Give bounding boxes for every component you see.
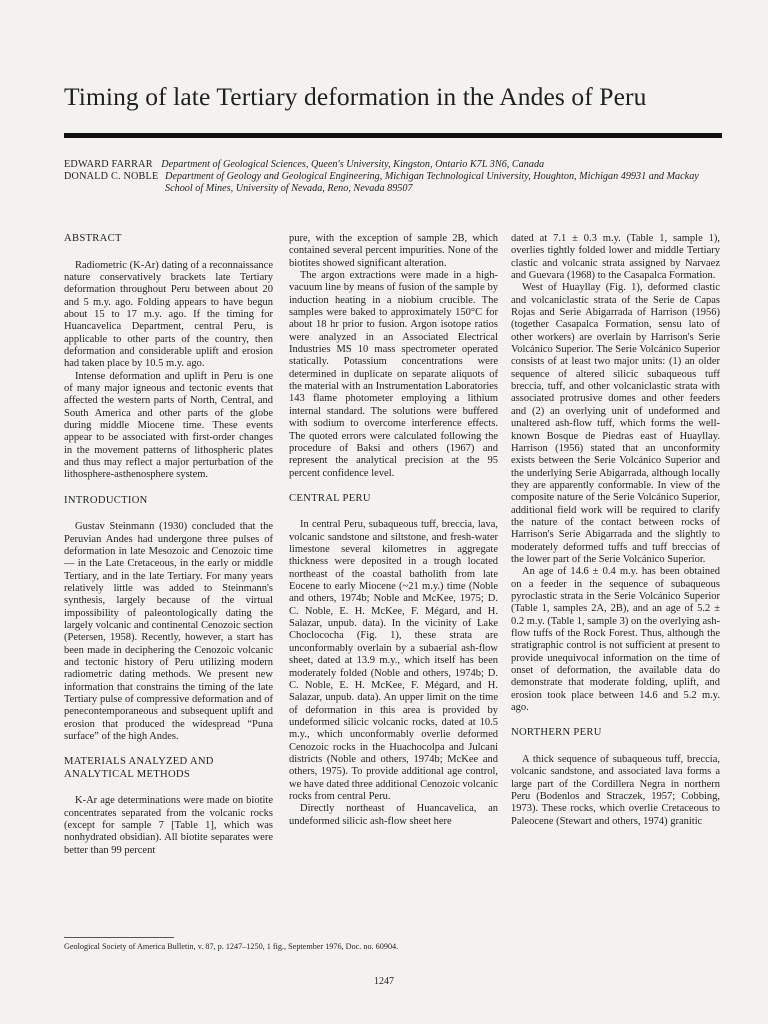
methods-paragraph: The argon extractions were made in a high-vacuum line by means of fusion of the sample by induction heating in a niobium crucible. The samples were baked to approximately 150°C for about 18 hr prior to fusion. Argon isotope ratios were analyzed in an Associated Electrical Industries MS 10 mass spectrometer operated statically. Potassium concentrations were determined in duplicate on separate aliquots of the material with an Instrumentation Laboratories 143 flame photometer employing a lithium internal standard. The solutions were buffered with sodium to overcome interference effects. The quoted errors were calculated following the procedure of Baksi and others (1967) and represent the analytical precision at the 95 percent confidence level. [289, 270, 498, 479]
northern-peru-paragraph: A thick sequence of subaqueous tuff, breccia, volcanic sandstone, and associated lava forms a large part of the Cordillera Negra in northern Peru (Bodenlos and Straczek, 1957; Cobbing, 1973). These rocks, which overlie Cretaceous to Paleocene (Stewart and others, 1974) granitic [511, 753, 720, 827]
northern-peru-heading: NORTHERN PERU [511, 727, 602, 739]
footer-rule [64, 937, 174, 938]
author-affiliation: Department of Geology and Geological Engineering, Michigan Technological University, Houghton, Michigan 49931 and Mackay School of Mines, University of Nevada, Reno, Nevada 89507 [165, 170, 699, 194]
central-peru-paragraph: An age of 14.6 ± 0.4 m.y. has been obtained on a feeder in the sequence of subaqueous pyroclastic strata in the Serie Volcánico Superior (Table 1, samples 2A, 2B), and an age of 5.2 ± 0.2 m.y. (Table 1, sample 3) on the overlying ash-flow tuffs of the Rock Forest. Thus, although the stratigraphic control is not sufficient at present to provide unequivocal information on the time of onset of deformation, the available data do demonstrate that moderate folding, uplift, and erosion took place between 14.6 and 5.2 m.y. ago. [511, 566, 720, 714]
central-peru-paragraph: West of Huayllay (Fig. 1), deformed clastic and volcaniclastic strata of the Serie de Capas Rojas and Serie Abigarrada of Harrison (1956) (together Casapalca Formation, sensu lato of other workers) are overlain by Harrison's Serie Volcánico Superior. The Serie Volcánico Superior consists of at least two major units: (1) an older sequence of altered silicic subaqueous tuff breccia, tuff, and other volcaniclastic strata with associated protrusive domes and other feeders and (2) an overlying unit of undeformed and unaltered ash-flow tuff, which forms the well-known Bosque de Piedras east of Huayllay. Harrison (1956) stated that an unconformity exists between the Serie Volcánico Superior and the underlying Serie Abigarrada, although locally they are apparently conformable. In view of the composite nature of the Serie Volcánico Superior, additional field work will be required to clarify the nature of the contact between rocks of Harrison's Serie Abigarrada and the slightly to moderately deformed tuffs and tuff breccias of the lower part of the Serie Volcánico Superior. [511, 282, 720, 565]
central-peru-paragraph: In central Peru, subaqueous tuff, breccia, lava, volcanic sandstone and siltstone, and fresh-water limestone several kilometres in aggregate thickness were deposited in a trough located northeast of the coastal batholith from late Eocene to early Miocene (~21 m.y.) time (Noble and others, 1974b; Noble and McKee, 1975; D. C. Noble, E. H. McKee, F. Mégard, and H. Salazar, unpub. data). In the vicinity of Lake Choclococha (Fig. 1), these strata are unconformably overlain by a subaerial ash-flow sheet, dated at 13.9 m.y., which itself has been moderately folded (Noble and others, 1974b; D. C. Noble, E. H. McKee, F. Mégard, and H. Salazar, unpub. data). An upper limit on the time of deformation in this area is provided by undeformed silicic volcanic rocks, dated at 10.5 m.y., which unconformably overlie deformed Cenozoic rocks in the Huachocolpa and Julcani districts (Noble and others, 1974b; McKee and others, 1975). To provide additional age control, we have dated three additional Cenozoic volcanic rocks from central Peru. [289, 519, 498, 802]
page-number: 1247 [374, 976, 394, 987]
author-block [64, 159, 724, 194]
introduction-heading: INTRODUCTION [64, 494, 148, 506]
abstract-paragraph: Intense deformation and uplift in Peru is one of many major igneous and tectonic events that affected the western parts of North, Central, and South America and other parts of the globe during middle Miocene time. These events appear to be associated with first-order changes in the movement patterns of lithospheric plates and thus may reflect a major perturbation of the lithosphere-asthenosphere system. [64, 370, 273, 481]
text-column-left [64, 233, 273, 857]
materials-heading: MATERIALS ANALYZED AND ANALYTICAL METHODS [64, 756, 214, 780]
citation-footer: Geological Society of America Bulletin, v. 87, p. 1247–1250, 1 fig., September 1976, Doc. no. 60904. [64, 942, 399, 951]
title-rule [64, 133, 722, 138]
author-name: EDWARD FARRAR [64, 159, 153, 170]
text-column-middle [289, 233, 498, 828]
author-entry [64, 171, 724, 195]
central-peru-heading: CENTRAL PERU [289, 492, 371, 504]
author-entry [64, 159, 724, 171]
abstract-paragraph: Radiometric (K-Ar) dating of a reconnaissance nature conservatively brackets late Tertiary deformation throughout Peru between about 20 and 5 m.y. ago. Folding appears to have begun about 15 to 17 m.y. ago. If the timing for Huancavelica Department, central Peru, is applicable to other parts of the country, then deformation and considerable uplift and erosion had taken place by 10.5 m.y. ago. [64, 259, 273, 370]
author-affiliation: Department of Geological Sciences, Queen's University, Kingston, Ontario K7L 3N6, Canada [161, 159, 545, 170]
materials-paragraph: K-Ar age determinations were made on biotite concentrates separated from the volcanic rocks (except for sample 7 [Table 1], which was nonhydrated obsidian). All biotite separates were better than 99 percent [64, 795, 273, 856]
text-column-right [511, 233, 720, 828]
introduction-paragraph: Gustav Steinmann (1930) concluded that the Peruvian Andes had undergone three pulses of deformation in late Mesozoic and Cenozoic time — in the Late Cretaceous, in the early or middle Tertiary, and in the late Tertiary. For many years relatively little was added to Steinmann's synthesis, largely because of the virtual impossibility of paleontologically dating the largely volcanic and continental Cenozoic section (Petersen, 1958). Recently, however, a start has been made in deciphering the Cenozoic volcanic and tectonic history of Peru utilizing modern radiometric dating methods. We present new information that constrains the timing of the late Tertiary pulse of compressive deformation and of penecontemporaneous and subsequent uplift and erosion that produced the widespread “Puna surface” of the high Andes. [64, 521, 273, 743]
abstract-heading: ABSTRACT [64, 233, 122, 244]
central-peru-paragraph: dated at 7.1 ± 0.3 m.y. (Table 1, sample 1), overlies tightly folded lower and middle Tertiary clastic and volcanic strata assigned by Narvaez and Guevara (1968) to the Casapalca Formation. [511, 233, 720, 282]
methods-paragraph: pure, with the exception of sample 2B, which contained several percent impurities. None of the biotites showed significant alteration. [289, 233, 498, 269]
author-name: DONALD C. NOBLE [64, 170, 159, 182]
article-title: Timing of late Tertiary deformation in the Andes of Peru [64, 82, 647, 111]
central-peru-paragraph: Directly northeast of Huancavelica, an undeformed silicic ash-flow sheet here [289, 803, 498, 827]
